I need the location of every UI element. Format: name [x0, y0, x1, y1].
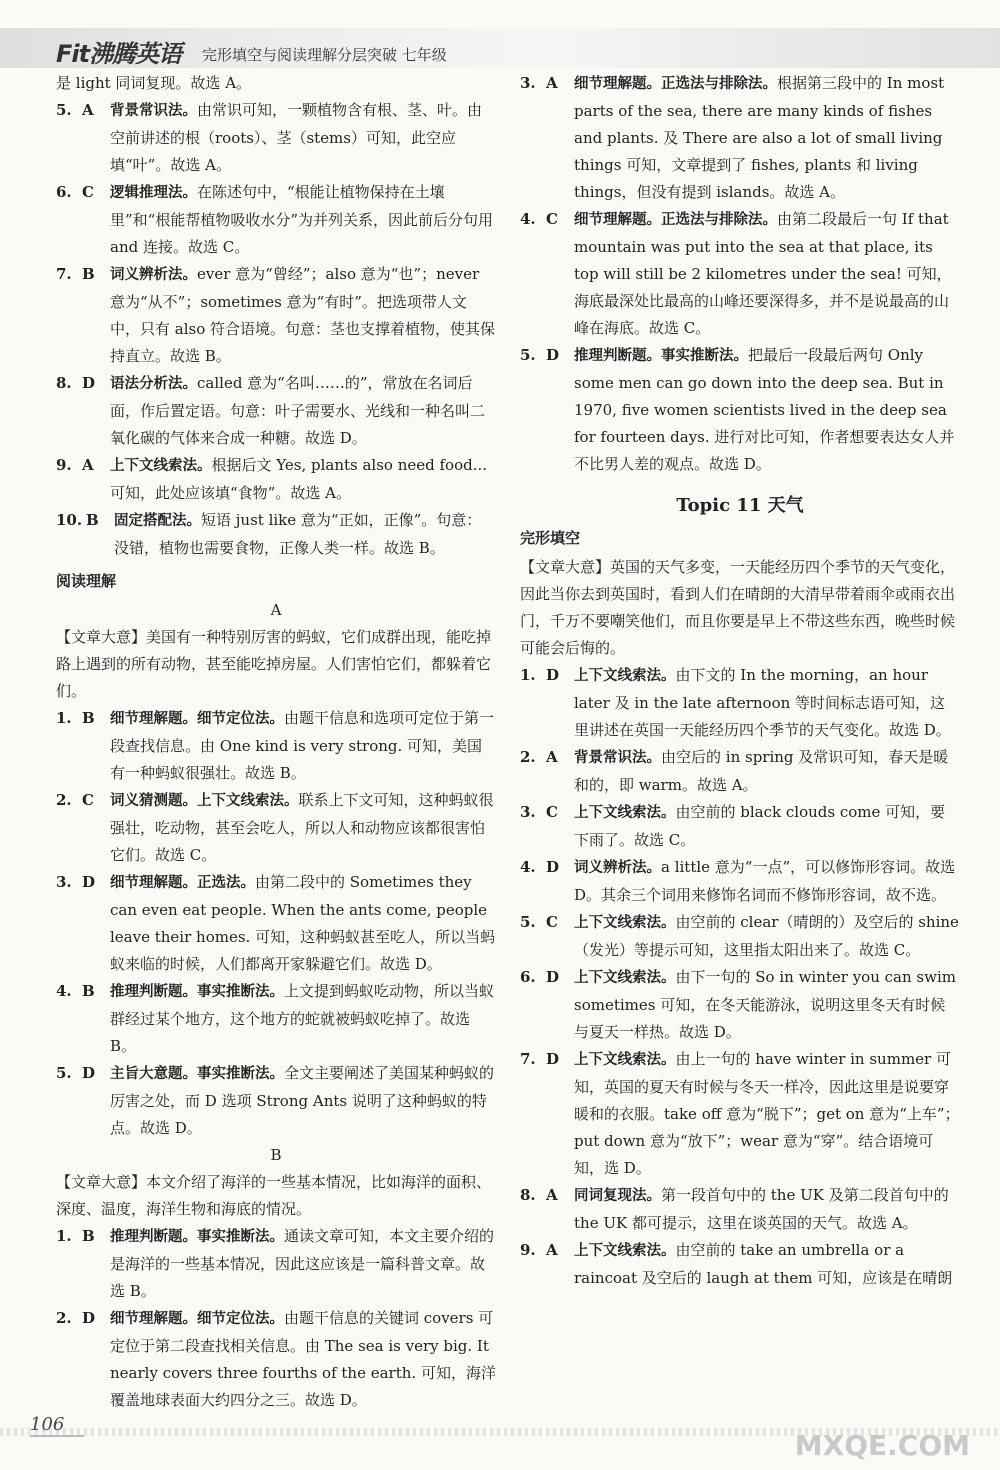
- summary-c: 【文章大意】英国的天气多变，一天能经历四个季节的天气变化，因此当你去到英国时，看到人们在晴朗的大清早带着雨伞或雨衣出门，千万不要嘲笑他们，而且你要是早上不带这些东西，晚些时候可能会后悔的。: [520, 558, 956, 657]
- answer-text: 短语 just like 意为“正如，正像”。句意：没错，植物也需要食物，正像人类一样。故选 B。: [114, 511, 482, 557]
- answer-method: 上下文线索法。: [574, 805, 676, 821]
- answer-choice: D: [546, 1050, 560, 1068]
- answer-item: [520, 206, 960, 342]
- answer-number: 1.: [520, 666, 536, 684]
- answer-choice: C: [546, 803, 558, 821]
- answer-method: 背景常识法。: [110, 103, 197, 119]
- answer-method: 语法分析法。: [110, 376, 197, 392]
- answer-text: 第一段首句中的 the UK 及第二段首句中的 the UK 都可提示，这里在谈英国的天气。故选 A。: [574, 1186, 949, 1232]
- answer-text: 由空前的 take an umbrella or a raincoat 及空后的 laugh at them 可知，应该是在晴朗: [574, 1241, 953, 1287]
- answer-item: [520, 744, 960, 799]
- answer-choice: D: [546, 346, 560, 364]
- answer-method: 细节理解题。细节定位法。: [110, 1311, 284, 1327]
- answer-text: 上文提到蚂蚁吃动物，所以当蚁群经过某个地方，这个地方的蛇就被蚂蚁吃掉了。故选 B。: [110, 982, 495, 1055]
- answer-number: 7.: [520, 1050, 536, 1068]
- answer-explanation: [110, 261, 496, 370]
- answer-explanation: [110, 1305, 496, 1414]
- answer-number: 5.: [520, 913, 536, 931]
- answer-item: [520, 964, 960, 1046]
- answer-explanation: [110, 452, 496, 507]
- answer-choice: D: [546, 666, 560, 684]
- reading-heading: 阅读理解: [56, 572, 117, 590]
- answer-explanation: [574, 1237, 960, 1292]
- answer-method: 细节理解题。正选法与排除法。: [574, 76, 777, 92]
- answer-choice: A: [546, 1186, 558, 1204]
- answer-number: 8.: [56, 374, 72, 392]
- page-header: [0, 0, 1000, 70]
- answer-item: [56, 1060, 496, 1142]
- answer-number: 8.: [520, 1186, 536, 1204]
- answer-explanation: [114, 507, 496, 562]
- answer-explanation: [110, 978, 496, 1060]
- answer-choice: A: [546, 74, 558, 92]
- answer-text: 由题干信息的关键词 covers 可定位于第二段查找相关信息。由 The sea is very big. It nearly covers three fourths of the earth. 可知，海洋覆盖地球表面大约四分之三。故选 D。: [110, 1309, 496, 1409]
- answer-method: 上下文线索法。: [574, 668, 676, 684]
- answer-item: [56, 179, 496, 261]
- left-column: [56, 70, 496, 1414]
- answer-explanation: [574, 206, 960, 342]
- answer-number: 5.: [56, 101, 72, 119]
- answer-number: 2.: [520, 748, 536, 766]
- reading-a-answers: [56, 705, 496, 1142]
- answer-text: 由题干信息和选项可定位于第一段查找信息。由 One kind is very strong. 可知，美国有一种蚂蚁很强壮。故选 B。: [110, 709, 495, 782]
- answer-item: [520, 70, 960, 206]
- answer-item: [56, 507, 496, 562]
- answer-explanation: [110, 179, 496, 261]
- answer-method: 上下文线索法。: [574, 970, 676, 986]
- answer-text: 把最后一段最后两句 Only some men can go down into the deep sea. But in 1970, five women scientists lived in the deep sea for fourteen days. 进行对比可知，作者想要表达女人并不比男人差的观点。故选 D。: [574, 346, 955, 473]
- answer-method: 上下文线索法。: [574, 1052, 676, 1068]
- answer-number: 4.: [520, 858, 536, 876]
- answer-method: 固定搭配法。: [114, 513, 201, 529]
- answer-choice: B: [82, 709, 95, 727]
- answer-number: 2.: [56, 1309, 72, 1327]
- answer-text: 全文主要阐述了美国某种蚂蚁的厉害之处，而 D 选项 Strong Ants 说明了这种蚂蚁的特点。故选 D。: [110, 1064, 495, 1137]
- summary-b: 【文章大意】本文介绍了海洋的一些基本情况，比如海洋的面积、深度、温度，海洋生物和海底的情况。: [56, 1173, 492, 1218]
- answer-item: [56, 787, 496, 869]
- answer-explanation: [110, 869, 496, 978]
- reading-b-answers-cont: [520, 70, 960, 478]
- answer-method: 主旨大意题。事实推断法。: [110, 1066, 284, 1082]
- cloze-answers-topic11: [520, 662, 960, 1292]
- answer-number: 5.: [520, 346, 536, 364]
- watermark: MXQE.COM: [794, 1429, 970, 1462]
- answer-choice: D: [82, 873, 96, 891]
- answer-explanation: [110, 1223, 496, 1305]
- answer-text: 由下文的 In the morning，an hour later 及 in the late afternoon 等时间标志语可知，这里讲述在英国一天能经历四个季节的天气变化。故选 D。: [574, 666, 951, 739]
- answer-item: [56, 452, 496, 507]
- answer-explanation: [110, 97, 496, 179]
- answer-text: 由上一句的 have winter in summer 可知，英国的夏天有时候与冬天一样冷，因此这里是说要穿暖和的衣服。take off 意为“脱下”；get on 意为“上车”；put down 意为“放下”；wear 意为“穿”。结合语境可知，选 D。: [574, 1050, 960, 1177]
- answer-text: 由第二段最后一句 If that mountain was put into the sea at that place, its top will still be 2 kilometres under the sea! 可知，海底最深处比最高的山峰还要深得多，并不是说最高的山峰在海底。故选 C。: [574, 210, 952, 337]
- header-subtitle: 完形填空与阅读理解分层突破 七年级: [202, 46, 447, 64]
- answer-choice: B: [82, 982, 95, 1000]
- answer-item: [56, 97, 496, 179]
- answer-number: 7.: [56, 265, 72, 283]
- answer-text: 由下一句的 So in winter you can swim sometimes 可知，在冬天能游泳，说明这里冬天有时候与夏天一样热。故选 D。: [574, 968, 956, 1041]
- answer-item: [520, 854, 960, 909]
- answer-item: [520, 342, 960, 478]
- answer-number: 4.: [56, 982, 72, 1000]
- answer-item: [56, 261, 496, 370]
- answer-explanation: [110, 370, 496, 452]
- answer-number: 6.: [520, 968, 536, 986]
- answer-text: 由空前的 black clouds come 可知，要下雨了。故选 C。: [574, 803, 946, 849]
- answer-item: [56, 705, 496, 787]
- answer-explanation: [110, 1060, 496, 1142]
- answer-method: 推理判断题。事实推断法。: [574, 348, 748, 364]
- answer-text: 根据第三段中的 In most parts of the sea, there are many kinds of fishes and plants. 及 There are also a lot of small living things 可知，文章提到了 fishes, plants 和 living things，但没有提到 islands。故选 A。: [574, 74, 945, 201]
- answer-text: 通读文章可知，本文主要介绍的是海洋的一些基本情况，因此这应该是一篇科普文章。故选 B。: [110, 1227, 495, 1300]
- answer-number: 6.: [56, 183, 72, 201]
- answer-item: [56, 1223, 496, 1305]
- answer-item: [56, 1305, 496, 1414]
- answer-text: 由常识可知，一颗植物含有根、茎、叶。由空前讲述的根（roots）、茎（stems）可知，此空应填“叶”。故选 A。: [110, 101, 483, 174]
- answer-explanation: [574, 799, 960, 854]
- answer-method: 上下文线索法。: [110, 458, 212, 474]
- part-b-label: B: [270, 1146, 282, 1164]
- answer-method: 同词复现法。: [574, 1188, 661, 1204]
- answer-number: 9.: [56, 456, 72, 474]
- answer-text: 由空后的 in spring 及常识可知，春天是暖和的，即 warm。故选 A。: [574, 748, 949, 794]
- cloze-heading: 完形填空: [520, 529, 581, 547]
- answer-choice: D: [82, 1309, 96, 1327]
- answer-method: 细节理解题。正选法与排除法。: [574, 212, 777, 228]
- answer-choice: D: [546, 968, 560, 986]
- reading-b-answers: [56, 1223, 496, 1414]
- answer-number: 3.: [520, 803, 536, 821]
- answer-method: 细节理解题。正选法。: [110, 875, 255, 891]
- answer-text: 联系上下文可知，这种蚂蚁很强壮，吃动物，甚至会吃人，所以人和动物应该都很害怕它们。故选 C。: [110, 791, 494, 864]
- answer-item: [56, 978, 496, 1060]
- topic-title: Topic 11 天气: [676, 495, 804, 516]
- answer-method: 细节理解题。细节定位法。: [110, 711, 284, 727]
- answer-text: 由空前的 clear（晴朗的）及空后的 shine（发光）等提示可知，这里指太阳出来了。故选 C。: [574, 913, 959, 959]
- answer-number: 1.: [56, 1227, 72, 1245]
- answer-explanation: [574, 1046, 960, 1182]
- answer-choice: B: [82, 265, 95, 283]
- answer-method: 词义辨析法。: [110, 267, 197, 283]
- answer-choice: D: [546, 858, 560, 876]
- answer-method: 推理判断题。事实推断法。: [110, 1229, 284, 1245]
- answer-item: [520, 799, 960, 854]
- answer-number: 2.: [56, 791, 72, 809]
- answer-choice: A: [546, 1241, 558, 1259]
- answer-item: [520, 909, 960, 964]
- answer-number: 3.: [56, 873, 72, 891]
- answer-method: 推理判断题。事实推断法。: [110, 984, 284, 1000]
- answer-explanation: [574, 964, 960, 1046]
- answer-explanation: [574, 854, 960, 909]
- answer-number: 10.: [56, 511, 83, 529]
- answer-text: 由第二段中的 Sometimes they can even eat people. When the ants come, people leave their homes. 可知，这种蚂蚁甚至吃人，所以当蚂蚁来临的时候，人们都离开家躲避它们。故选 D。: [110, 873, 496, 973]
- answer-item: [56, 370, 496, 452]
- answer-item: [520, 1237, 960, 1292]
- brand-logo: Fit沸腾英语: [56, 40, 182, 68]
- answer-explanation: [574, 662, 960, 744]
- answer-explanation: [574, 744, 960, 799]
- part-a-label: A: [270, 601, 282, 619]
- answer-choice: A: [82, 101, 94, 119]
- answer-text: 根据后文 Yes, plants also need food... 可知，此处应该填“食物”。故选 A。: [110, 456, 488, 502]
- answer-explanation: [574, 909, 960, 964]
- answer-explanation: [110, 705, 496, 787]
- answer-explanation: [574, 70, 960, 206]
- summary-a: 【文章大意】美国有一种特别厉害的蚂蚁，它们成群出现，能吃掉路上遇到的所有动物，甚至能吃掉房屋。人们害怕它们，都躲着它们。: [56, 628, 492, 700]
- answer-number: 9.: [520, 1241, 536, 1259]
- answer-text: ever 意为“曾经”；also 意为“也”；never 意为“从不”；sometimes 意为“有时”。把选项带人文中，只有 also 符合语境。句意：茎也支撑着植物，使其保持直立。故选 B。: [110, 265, 496, 365]
- answer-choice: B: [86, 511, 99, 529]
- answer-text: 在陈述句中，“根能让植物保持在土壤里”和“根能帮植物吸收水分”为并列关系，因此前后分句用 and 连接。故选 C。: [110, 183, 494, 256]
- answer-method: 背景常识法。: [574, 750, 661, 766]
- answer-method: 词义猜测题。上下文线索法。: [110, 793, 299, 809]
- continued-line: 是 light 同词复现。故选 A。: [56, 74, 252, 92]
- answer-choice: C: [546, 913, 558, 931]
- answer-method: 上下文线索法。: [574, 915, 676, 931]
- answer-method: 词义辨析法。: [574, 860, 661, 876]
- answer-number: 5.: [56, 1064, 72, 1082]
- answer-choice: B: [82, 1227, 95, 1245]
- cloze-answers-topic10: [56, 97, 496, 562]
- answer-choice: C: [546, 210, 558, 228]
- answer-choice: C: [82, 183, 94, 201]
- answer-method: 逻辑推理法。: [110, 185, 197, 201]
- answer-item: [56, 869, 496, 978]
- answer-item: [520, 662, 960, 744]
- answer-item: [520, 1182, 960, 1237]
- answer-text: called 意为“名叫……的”，常放在名词后面，作后置定语。句意：叶子需要水、光线和一种名叫二氧化碳的气体来合成一种糖。故选 D。: [110, 374, 486, 447]
- answer-method: 上下文线索法。: [574, 1243, 676, 1259]
- answer-number: 1.: [56, 709, 72, 727]
- answer-choice: C: [82, 791, 94, 809]
- answer-number: 3.: [520, 74, 536, 92]
- right-column: [520, 70, 960, 1292]
- answer-explanation: [574, 1182, 960, 1237]
- answer-item: [520, 1046, 960, 1182]
- page-number: 106: [30, 1414, 84, 1437]
- answer-choice: D: [82, 1064, 96, 1082]
- answer-choice: D: [82, 374, 96, 392]
- answer-explanation: [574, 342, 960, 478]
- answer-explanation: [110, 787, 496, 869]
- answer-choice: A: [82, 456, 94, 474]
- answer-choice: A: [546, 748, 558, 766]
- answer-text: a little 意为“一点”，可以修饰形容词。故选 D。其余三个词用来修饰名词而不修饰形容词，故不选。: [574, 858, 956, 904]
- answer-number: 4.: [520, 210, 536, 228]
